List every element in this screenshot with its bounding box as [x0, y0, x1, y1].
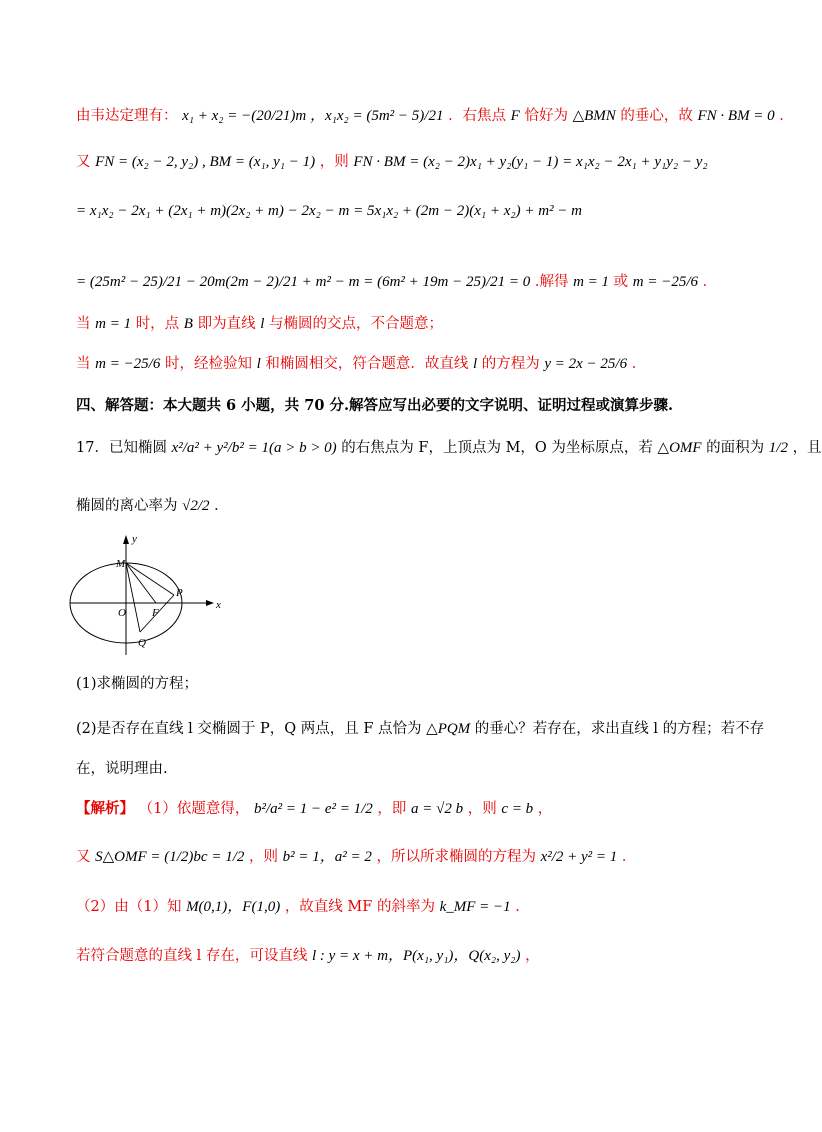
part-2-line-1: [76, 717, 765, 741]
text: ．: [515, 899, 530, 915]
solution-line-6: [76, 352, 724, 376]
formula: F: [510, 108, 520, 124]
text: ，所以所求椭圆的方程为: [376, 849, 536, 865]
analysis-tag: 【解析】: [76, 800, 134, 817]
formula: l: [260, 316, 265, 332]
analysis-line-1: [76, 797, 724, 821]
formula: l : y = x + m，P(x₁, y₁)，Q(x₂, y₂): [311, 948, 521, 964]
text: 当: [76, 316, 91, 332]
section-heading: 四、解答题：本大题共 6 小题，共 70 分.解答应写出必要的文字说明、证明过程或演算步骤.: [76, 397, 674, 414]
formula: △BMN: [572, 108, 616, 124]
text: ．右焦点: [448, 108, 507, 124]
formula: b² = 1，a² = 2: [282, 849, 372, 865]
point-label-m: M: [116, 558, 126, 570]
text: ，故直线 MF 的斜率为: [284, 899, 435, 915]
formula: FN · BM = (x₂ − 2)x₁ + y₂(y₁ − 1) = x₁x₂ − 2x₁ + y₁y₂ − y₂: [353, 154, 708, 170]
formula: x²/2 + y² = 1: [540, 849, 618, 865]
formula: = (25m² − 25)/21 − 20m(2m − 2)/21 + m² − m = (6m² + 19m − 25)/21 = 0: [76, 274, 531, 290]
text: 和椭圆相交，符合题意．故直线: [265, 356, 469, 372]
formula: = x₁x₂ − 2x₁ + (2x₁ + m)(2x₂ + m) − 2x₂ − m = 5x₁x₂ + (2m − 2)(x₁ + x₂) + m² − m: [76, 203, 583, 219]
text: ．: [702, 274, 718, 290]
text: ．: [779, 108, 794, 124]
part-1: (1)求椭圆的方程；: [76, 676, 199, 692]
text: ，即: [377, 801, 407, 817]
formula: x₁ + x₂ = −(20/21)m ，x₁x₂ = (5m² − 5)/21: [182, 108, 444, 124]
text: 与椭圆的交点，不合题意；: [268, 316, 443, 332]
text: ，且: [792, 440, 822, 456]
text: .解得: [534, 274, 569, 290]
text: ．: [631, 356, 647, 372]
formula: m = 1: [573, 274, 610, 290]
solution-line-5: [76, 312, 724, 336]
formula: m = 1: [95, 316, 132, 332]
formula: y = 2x − 25/6: [544, 356, 628, 372]
solution-line-2: [76, 150, 724, 174]
text: 椭圆的离心率为: [76, 498, 178, 514]
text: 由韦达定理有：: [76, 108, 178, 124]
text: ．: [621, 849, 637, 865]
formula: m = −25/6: [95, 356, 161, 372]
text: ，: [537, 801, 553, 817]
text: ，则: [319, 154, 349, 170]
formula: l: [472, 356, 478, 372]
analysis-line-2: [76, 845, 724, 869]
axis-label-y: y: [132, 533, 137, 545]
solution-line-1: [76, 104, 794, 128]
point-label-q: Q: [138, 637, 146, 649]
text: （1）依题意得，: [138, 801, 250, 817]
formula: a = √2 b: [411, 801, 464, 817]
text: ．: [214, 498, 229, 514]
point-label-f: F: [152, 607, 159, 619]
text: ，则: [467, 801, 497, 817]
analysis-line-3: [76, 895, 724, 919]
analysis-line-4: [76, 944, 724, 968]
text: 的面积为: [706, 440, 765, 456]
formula: S△OMF = (1/2)bc = 1/2: [95, 849, 245, 865]
formula: △OMF: [657, 440, 702, 456]
formula: c = b: [501, 801, 534, 817]
formula: √2/2: [182, 498, 210, 514]
formula: 1/2: [768, 440, 788, 456]
question-17-line-1: [76, 436, 822, 460]
text: ，: [525, 948, 540, 964]
text: 的垂心，故: [620, 108, 693, 124]
text: 17．已知椭圆: [76, 440, 167, 456]
text: ，则: [248, 849, 278, 865]
text: （2）由（1）知: [76, 899, 182, 915]
text: 的垂心？若存在，求出直线 l 的方程；若不存: [474, 721, 765, 737]
text: (2)是否存在直线 l 交椭圆于 P，Q 两点，且 F 点恰为: [76, 721, 422, 737]
formula: m = −25/6: [632, 274, 699, 290]
axis-label-x: x: [216, 599, 221, 611]
formula: k_MF = −1: [439, 899, 511, 915]
text: 或: [613, 274, 629, 290]
formula: l: [256, 356, 261, 372]
point-label-o: O: [118, 607, 126, 619]
text: 又: [76, 154, 91, 170]
formula: B: [183, 316, 193, 332]
text: 又: [76, 849, 91, 865]
part-2-line-2: 在，说明理由.: [76, 761, 168, 777]
text: 时，经检验知: [164, 356, 252, 372]
question-17-line-2: [76, 494, 724, 518]
text: 时，点: [135, 316, 180, 332]
formula: x²/a² + y²/b² = 1(a > b > 0): [171, 440, 337, 456]
text: 即为直线: [197, 316, 256, 332]
text: 当: [76, 356, 91, 372]
text: 的方程为: [481, 356, 540, 372]
point-label-p: P: [176, 587, 183, 599]
text: 恰好为: [524, 108, 568, 124]
solution-line-4: [76, 270, 724, 294]
formula: FN · BM = 0: [697, 108, 775, 124]
text: 若符合题意的直线 l 存在，可设直线: [76, 948, 308, 964]
formula: M(0,1)，F(1,0): [186, 899, 281, 915]
solution-line-3: [76, 199, 724, 223]
formula: b²/a² = 1 − e² = 1/2: [253, 801, 373, 817]
text: 的右焦点为 F，上顶点为 M，O 为坐标原点，若: [341, 440, 653, 456]
ellipse-figure: [66, 530, 226, 660]
formula: △PQM: [426, 721, 471, 737]
formula: FN = (x₂ − 2, y₂) , BM = (x₁, y₁ − 1): [95, 154, 316, 170]
